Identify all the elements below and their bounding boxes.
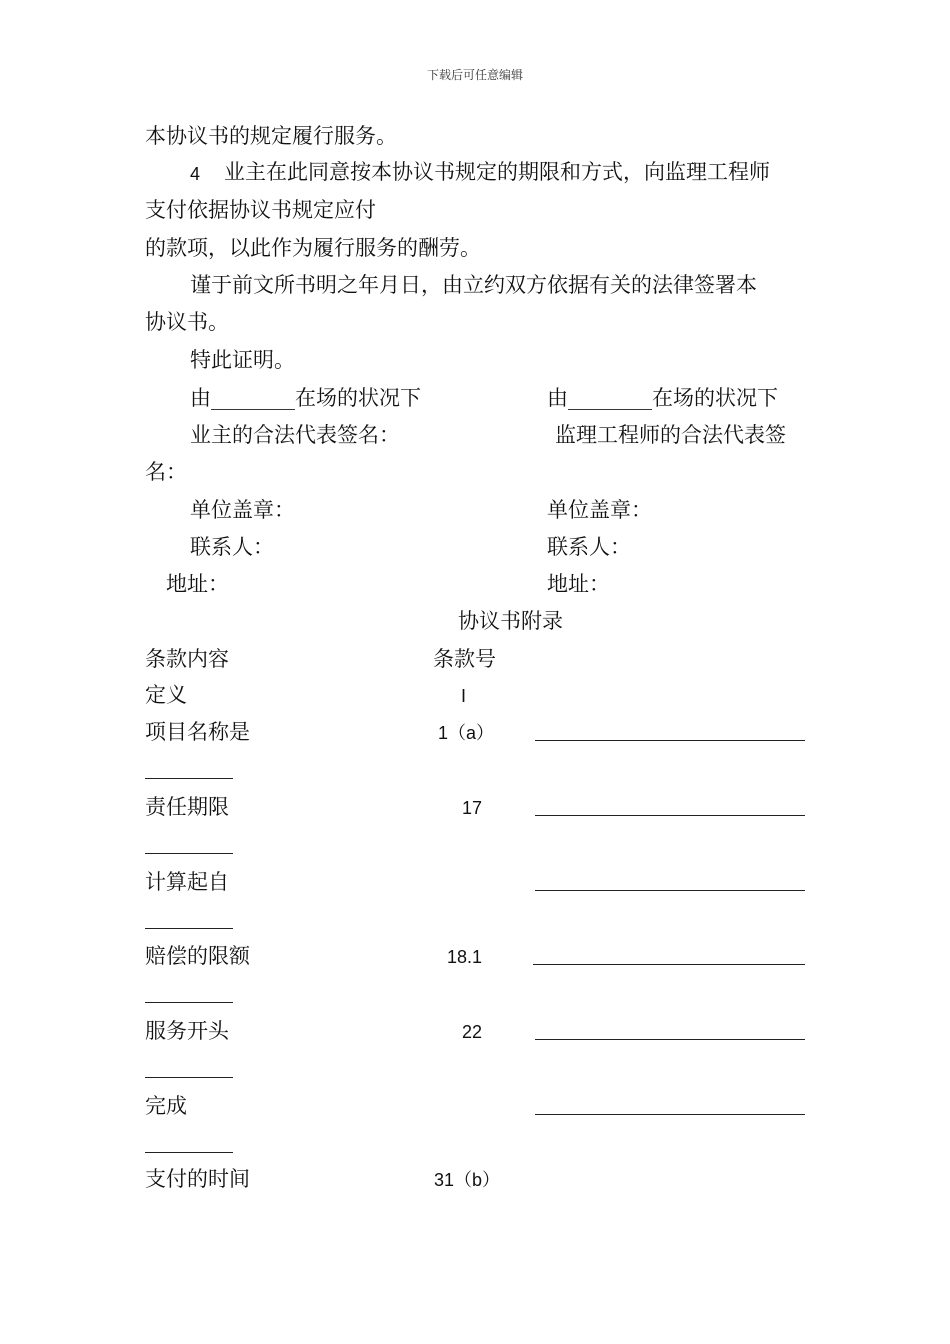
paragraph-line: 业主在此同意按本协议书规定的期限和方式，向监理工程师 bbox=[224, 160, 770, 184]
engineer-contact-label: 联系人： bbox=[547, 535, 631, 559]
header-note: 下载后可任意编辑 bbox=[426, 68, 523, 82]
paragraph-line: 谨于前文所书明之年月日，由立约双方依据有关的法律签署本 bbox=[190, 273, 757, 297]
fill-in-blank bbox=[535, 815, 805, 816]
engineer-rep-signature-label-cont: 名： bbox=[145, 460, 187, 484]
appendix-row-clause: 18.1 bbox=[447, 947, 483, 967]
engineer-seal-label: 单位盖章： bbox=[547, 498, 652, 522]
clause-number: 4 bbox=[190, 164, 201, 184]
appendix-row-content: 赔偿的限额 bbox=[145, 944, 250, 968]
appendix-row-content: 完成 bbox=[145, 1094, 187, 1118]
engineer-address-label: 地址： bbox=[547, 572, 610, 596]
column-header-clause: 条款号 bbox=[433, 647, 496, 671]
engineer-rep-signature-label: 监理工程师的合法代表签 bbox=[555, 423, 786, 447]
fill-in-blank bbox=[535, 740, 805, 741]
appendix-row-content: 责任期限 bbox=[145, 795, 229, 819]
fill-in-blank bbox=[145, 1152, 233, 1153]
paragraph-line: 特此证明。 bbox=[190, 348, 295, 372]
paragraph-line: 支付依据协议书规定应付 bbox=[145, 198, 376, 222]
fill-in-blank bbox=[533, 964, 805, 965]
fill-in-blank bbox=[145, 853, 233, 854]
appendix-row-content: 服务开头 bbox=[145, 1019, 229, 1043]
fill-in-blank bbox=[535, 1039, 805, 1040]
paragraph-line: 本协议书的规定履行服务。 bbox=[145, 124, 397, 148]
owner-seal-label: 单位盖章： bbox=[190, 498, 295, 522]
appendix-row-content: 项目名称是 bbox=[145, 720, 250, 744]
appendix-row-content: 支付的时间 bbox=[145, 1167, 250, 1191]
column-header-content: 条款内容 bbox=[145, 647, 229, 671]
owner-presence-line: 由________在场的状况下 bbox=[190, 386, 421, 410]
fill-in-blank bbox=[145, 1077, 233, 1078]
fill-in-blank bbox=[535, 1114, 805, 1115]
appendix-row-clause: 31（b） bbox=[434, 1170, 501, 1190]
owner-contact-label: 联系人： bbox=[190, 535, 274, 559]
appendix-row-clause: 1（a） bbox=[438, 723, 495, 743]
appendix-row-content: 定义 bbox=[145, 683, 187, 707]
paragraph-line: 协议书。 bbox=[145, 310, 229, 334]
fill-in-blank bbox=[145, 1002, 233, 1003]
fill-in-blank bbox=[145, 778, 233, 779]
owner-rep-signature-label: 业主的合法代表签名： bbox=[190, 423, 400, 447]
fill-in-blank bbox=[535, 890, 805, 891]
appendix-row-content: 计算起自 bbox=[145, 870, 229, 894]
engineer-presence-line: 由________在场的状况下 bbox=[547, 386, 778, 410]
appendix-row-clause: I bbox=[461, 686, 467, 706]
appendix-title: 协议书附录 bbox=[458, 609, 563, 633]
paragraph-line: 的款项，以此作为履行服务的酬劳。 bbox=[145, 236, 481, 260]
appendix-row-clause: 17 bbox=[462, 798, 483, 818]
fill-in-blank bbox=[145, 928, 233, 929]
appendix-row-clause: 22 bbox=[462, 1022, 483, 1042]
owner-address-label: 地址： bbox=[166, 572, 229, 596]
